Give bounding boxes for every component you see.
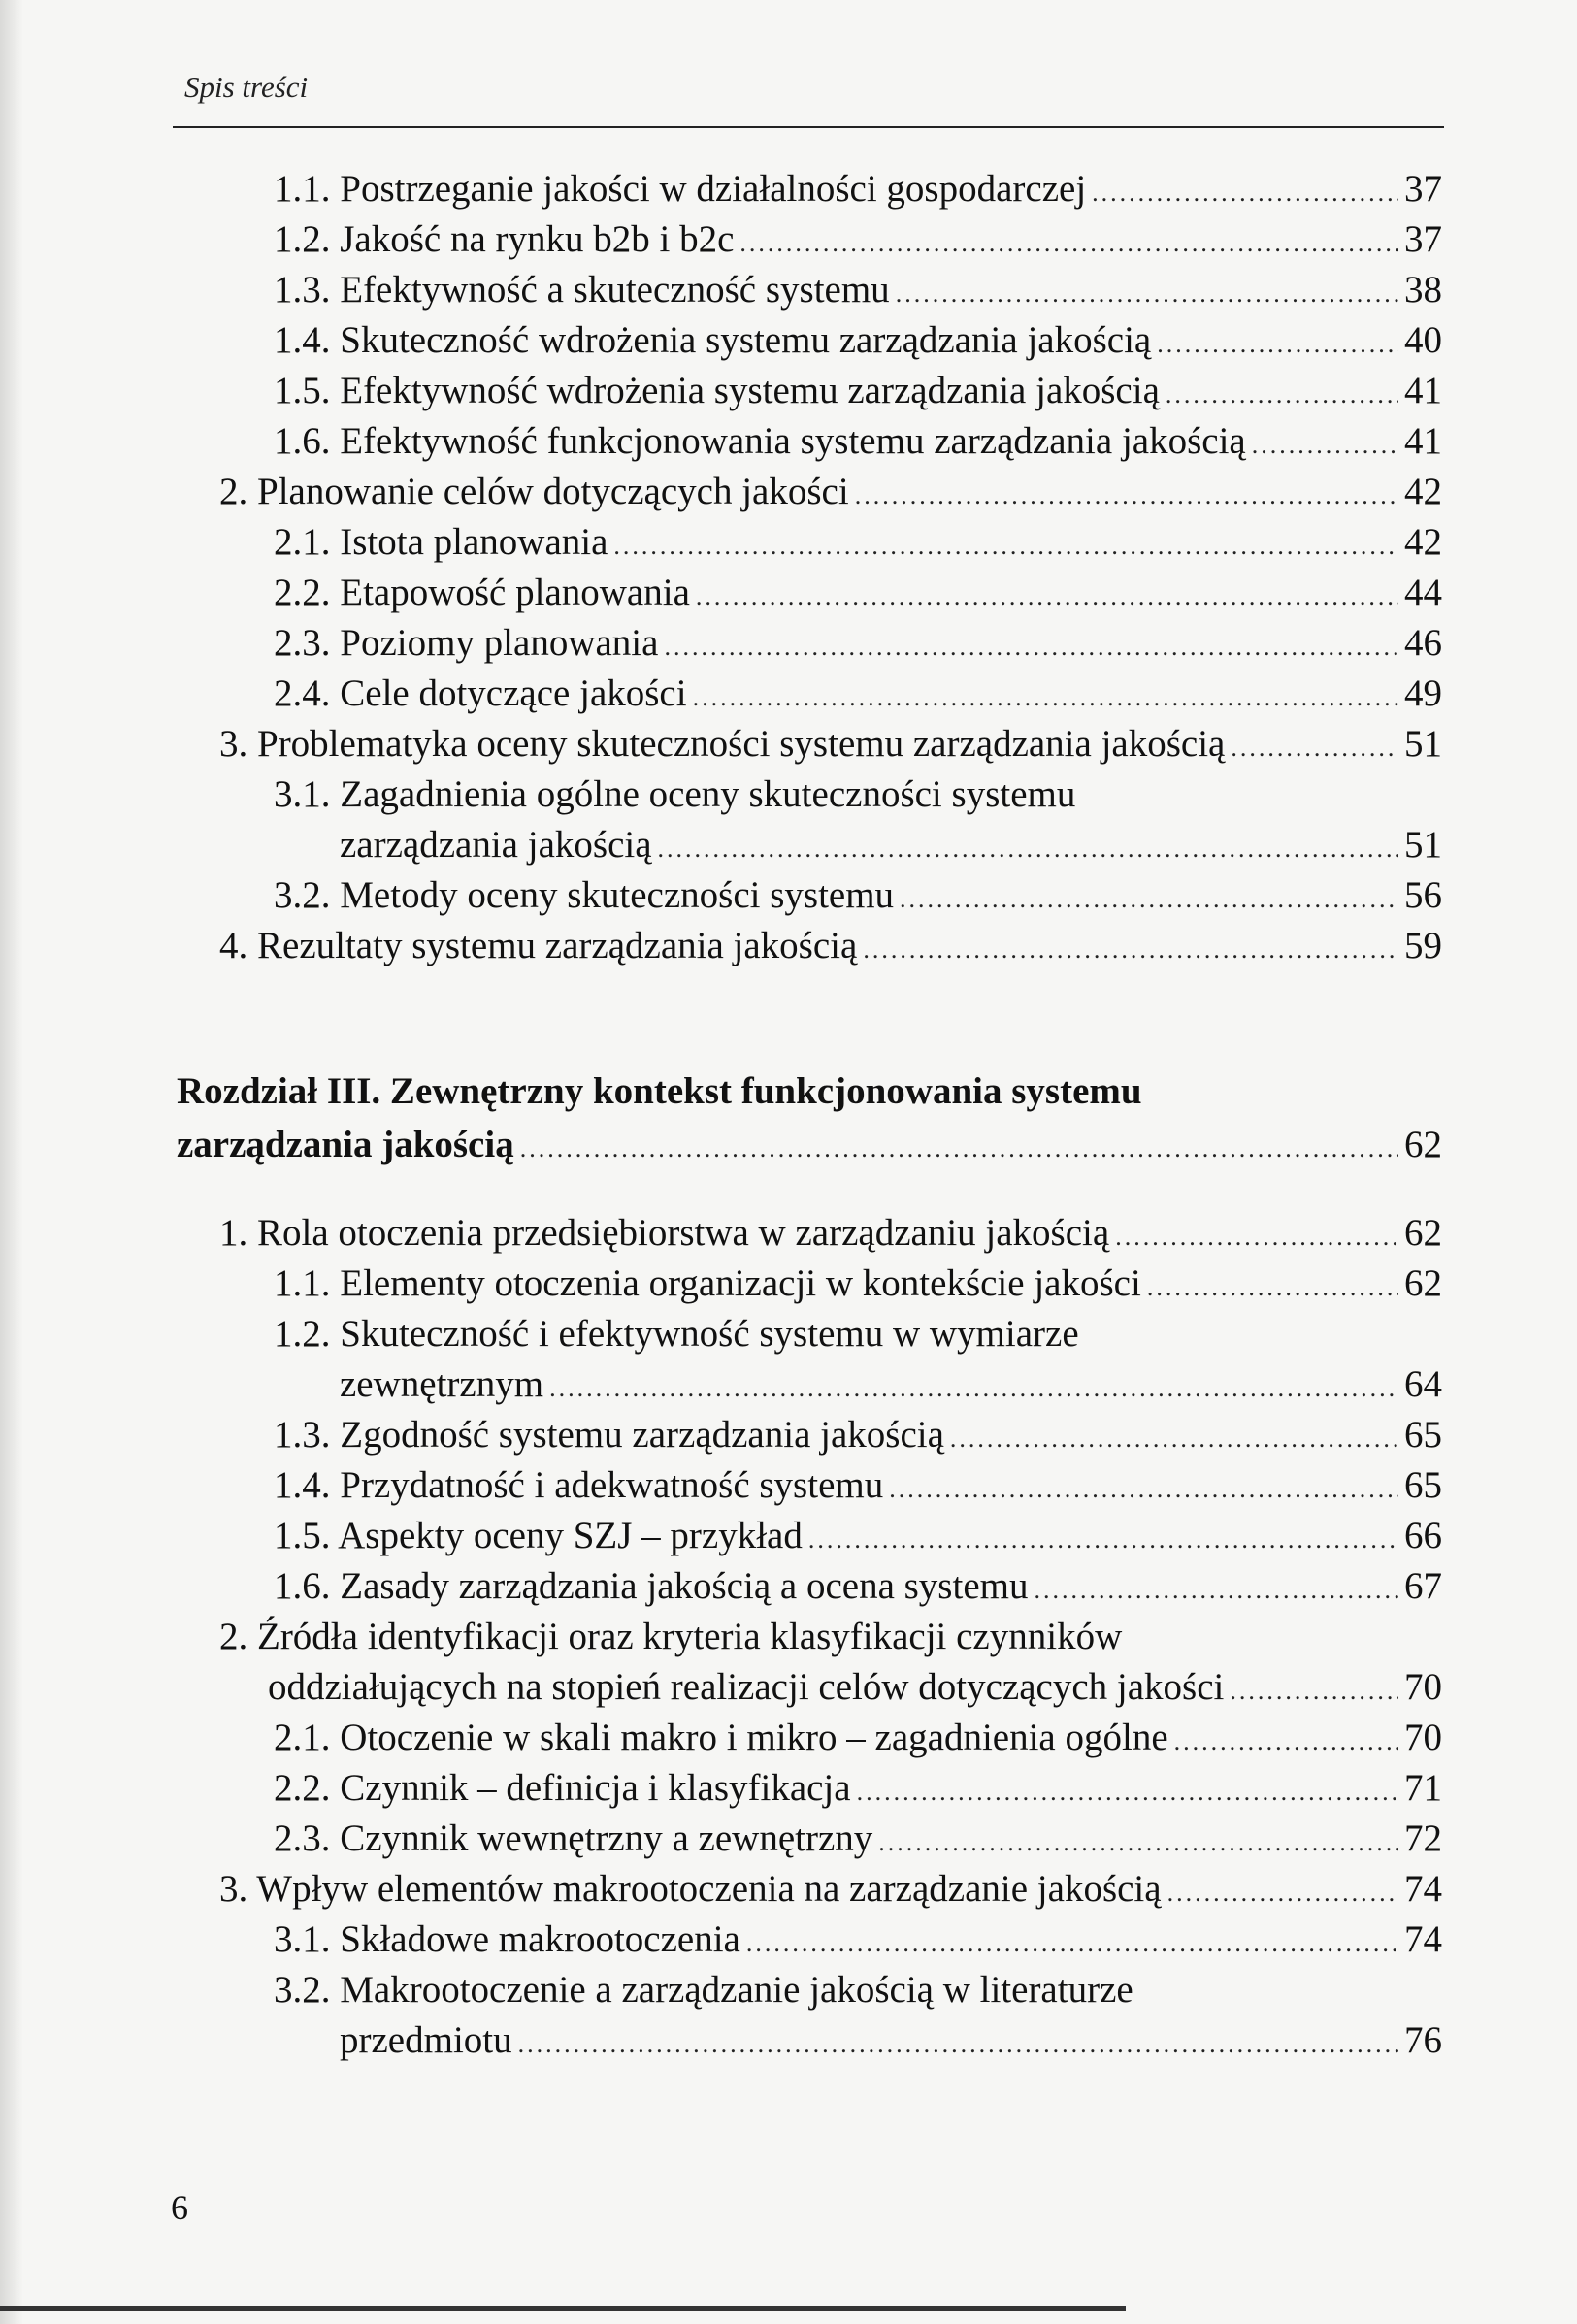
toc-leader-dots bbox=[739, 215, 1398, 268]
toc-leader-dots bbox=[613, 518, 1398, 571]
toc-entry bbox=[0, 1915, 1577, 1964]
toc-entry bbox=[0, 619, 1577, 668]
toc-entry-page: 62 bbox=[1404, 1124, 1442, 1165]
toc-entry-page: 51 bbox=[1404, 824, 1442, 866]
toc-entry bbox=[0, 2016, 1577, 2065]
toc-entry-first-line: 2. Źródła identyfikacji oraz kryteria klasyfikacji czynników bbox=[219, 1616, 1123, 1657]
toc-entry-page: 40 bbox=[1404, 319, 1442, 361]
toc-entry-label: 2.3. Poziomy planowania bbox=[274, 622, 659, 664]
toc-entry-page: 56 bbox=[1404, 874, 1442, 916]
toc-entry-page: 42 bbox=[1404, 471, 1442, 512]
toc-entry-label: oddziałujących na stopień realizacji celów dotyczących jakości bbox=[268, 1666, 1225, 1708]
toc-entry-page: 65 bbox=[1404, 1464, 1442, 1506]
toc-leader-dots bbox=[896, 266, 1398, 318]
toc-entry-label: 1.4. Przydatność i adekwatność systemu bbox=[274, 1464, 884, 1506]
page-number: 6 bbox=[171, 2188, 188, 2227]
toc-entry bbox=[0, 1815, 1577, 1863]
toc-entry-page: 37 bbox=[1404, 168, 1442, 210]
toc-entry-label: przedmiotu bbox=[340, 2019, 512, 2061]
toc-leader-dots bbox=[1230, 1663, 1398, 1716]
toc-entry bbox=[0, 518, 1577, 567]
toc-leader-dots bbox=[808, 1512, 1398, 1564]
toc-entry-label: 2.1. Istota planowania bbox=[274, 521, 608, 563]
toc-entry bbox=[0, 1209, 1577, 1258]
toc-entry bbox=[0, 720, 1577, 769]
toc-leader-dots bbox=[855, 468, 1398, 520]
toc-entry bbox=[0, 1461, 1577, 1510]
toc-entry-page: 46 bbox=[1404, 622, 1442, 664]
toc-entry-page: 37 bbox=[1404, 218, 1442, 260]
toc-entry-page: 41 bbox=[1404, 370, 1442, 411]
toc-entry bbox=[0, 165, 1577, 213]
toc-leader-dots bbox=[1167, 1865, 1398, 1917]
toc-entry-label: 1.1. Elementy otoczenia organizacji w kontekście jakości bbox=[274, 1262, 1141, 1304]
toc-leader-dots bbox=[857, 1764, 1398, 1817]
toc-entry bbox=[0, 1764, 1577, 1813]
toc-leader-dots bbox=[520, 1121, 1398, 1173]
toc-leader-dots bbox=[696, 569, 1398, 621]
toc-entry bbox=[0, 1865, 1577, 1914]
toc-entry-page: 62 bbox=[1404, 1212, 1442, 1254]
toc-entry bbox=[0, 1714, 1577, 1762]
toc-entry-label: 2.3. Czynnik wewnętrzny a zewnętrzny bbox=[274, 1817, 873, 1859]
toc-leader-dots bbox=[1147, 1260, 1398, 1312]
toc-entry-label: 2.2. Czynnik – definicja i klasyfikacja bbox=[274, 1767, 851, 1809]
toc-leader-dots bbox=[889, 1461, 1398, 1514]
toc-entry-label: zarządzania jakością bbox=[340, 824, 652, 866]
toc-entry bbox=[0, 871, 1577, 920]
toc-entry-label: 1.4. Skuteczność wdrożenia systemu zarządzania jakością bbox=[274, 319, 1152, 361]
toc-entry-label: 2.1. Otoczenie w skali makro i mikro – zagadnienia ogólne bbox=[274, 1717, 1168, 1758]
toc-entry-label: 2.2. Etapowość planowania bbox=[274, 572, 690, 613]
toc-entry-label: 1.6. Efektywność funkcjonowania systemu zarządzania jakością bbox=[274, 420, 1246, 462]
toc-leader-dots bbox=[950, 1411, 1398, 1463]
toc-leader-dots bbox=[1034, 1562, 1398, 1615]
toc-entry-label: 1.5. Efektywność wdrożenia systemu zarządzania jakością bbox=[274, 370, 1160, 411]
toc-leader-dots bbox=[1166, 367, 1398, 419]
toc-entry-page: 62 bbox=[1404, 1262, 1442, 1304]
toc-entry-label: 1. Rola otoczenia przedsiębiorstwa w zarządzaniu jakością bbox=[219, 1212, 1110, 1254]
toc-entry-page: 67 bbox=[1404, 1565, 1442, 1607]
toc-entry-first-line: 3.2. Makrootoczenie a zarządzanie jakością w literaturze bbox=[274, 1969, 1133, 2011]
toc-leader-dots bbox=[863, 922, 1398, 974]
toc-leader-dots bbox=[693, 670, 1398, 722]
toc-entry-label: 2.4. Cele dotyczące jakości bbox=[274, 672, 687, 714]
toc-leader-dots bbox=[1231, 720, 1398, 772]
toc-entry-page: 74 bbox=[1404, 1918, 1442, 1960]
toc-entry-label: 3.2. Metody oceny skuteczności systemu bbox=[274, 874, 895, 916]
toc-entry-page: 76 bbox=[1404, 2019, 1442, 2061]
toc-entry-page: 51 bbox=[1404, 723, 1442, 765]
toc-entry bbox=[0, 266, 1577, 314]
chapter-heading-first-line: Rozdział III. Zewnętrzny kontekst funkcjonowania systemu bbox=[177, 1070, 1142, 1112]
running-head: Spis treści bbox=[184, 70, 309, 104]
toc-entry-page: 70 bbox=[1404, 1666, 1442, 1708]
toc-leader-dots bbox=[658, 821, 1398, 873]
toc-entry bbox=[0, 468, 1577, 516]
toc-entry-label: 3.1. Składowe makrootoczenia bbox=[274, 1918, 740, 1960]
toc-entry-page: 41 bbox=[1404, 420, 1442, 462]
toc-entry-page: 44 bbox=[1404, 572, 1442, 613]
toc-entry bbox=[0, 821, 1577, 869]
toc-entry bbox=[0, 316, 1577, 365]
toc-entry bbox=[0, 569, 1577, 617]
toc-entry-label: 3. Wpływ elementów makrootoczenia na zarządzanie jakością bbox=[219, 1868, 1162, 1910]
toc-entry-label: 1.1. Postrzeganie jakości w działalności gospodarczej bbox=[274, 168, 1087, 210]
toc-entry-label: 2. Planowanie celów dotyczących jakości bbox=[219, 471, 849, 512]
toc-entry-page: 65 bbox=[1404, 1414, 1442, 1456]
toc-leader-dots bbox=[1174, 1714, 1398, 1766]
toc-entry-page: 72 bbox=[1404, 1817, 1442, 1859]
toc-entry-label: 1.6. Zasady zarządzania jakością a ocena systemu bbox=[274, 1565, 1029, 1607]
toc-entry bbox=[0, 1512, 1577, 1560]
toc-entry-label: zewnętrznym bbox=[340, 1363, 544, 1405]
toc-entry bbox=[0, 1260, 1577, 1308]
toc-entry-page: 71 bbox=[1404, 1767, 1442, 1809]
toc-entry bbox=[0, 215, 1577, 264]
toc-entry-page: 64 bbox=[1404, 1363, 1442, 1405]
toc-entry bbox=[0, 1411, 1577, 1459]
toc-entry-label: 3. Problematyka oceny skuteczności systemu zarządzania jakością bbox=[219, 723, 1226, 765]
toc-leader-dots bbox=[549, 1360, 1398, 1413]
page-bottom-edge bbox=[0, 2306, 1126, 2311]
toc-leader-dots bbox=[878, 1815, 1398, 1867]
toc-entry bbox=[0, 367, 1577, 415]
toc-entry bbox=[0, 417, 1577, 466]
toc-entry-page: 49 bbox=[1404, 672, 1442, 714]
toc-leader-dots bbox=[900, 871, 1398, 924]
toc-entry-label: 1.5. Aspekty oceny SZJ – przykład bbox=[274, 1515, 803, 1556]
chapter-heading bbox=[0, 1121, 1577, 1169]
toc-entry-label: 4. Rezultaty systemu zarządzania jakością bbox=[219, 925, 858, 966]
toc-leader-dots bbox=[664, 619, 1398, 671]
toc-entry bbox=[0, 1562, 1577, 1611]
toc-entry-page: 59 bbox=[1404, 925, 1442, 966]
toc-entry-page: 70 bbox=[1404, 1717, 1442, 1758]
toc-entry bbox=[0, 670, 1577, 718]
header-rule bbox=[173, 126, 1444, 128]
toc-entry-label: zarządzania jakością bbox=[177, 1124, 514, 1165]
toc-entry-label: 1.2. Jakość na rynku b2b i b2c bbox=[274, 218, 735, 260]
toc-entry-first-line: 1.2. Skuteczność i efektywność systemu w wymiarze bbox=[274, 1313, 1079, 1355]
toc-leader-dots bbox=[1092, 165, 1398, 217]
toc-entry-page: 38 bbox=[1404, 269, 1442, 311]
toc-leader-dots bbox=[518, 2016, 1398, 2069]
toc-leader-dots bbox=[1252, 417, 1398, 470]
toc-entry bbox=[0, 922, 1577, 970]
toc-leader-dots bbox=[1115, 1209, 1398, 1261]
toc-entry bbox=[0, 1663, 1577, 1712]
toc-leader-dots bbox=[1157, 316, 1398, 369]
toc-entry-page: 74 bbox=[1404, 1868, 1442, 1910]
toc-entry-page: 42 bbox=[1404, 521, 1442, 563]
toc-entry-first-line: 3.1. Zagadnienia ogólne oceny skuteczności systemu bbox=[274, 773, 1076, 815]
toc-entry-label: 1.3. Zgodność systemu zarządzania jakością bbox=[274, 1414, 944, 1456]
toc-entry-page: 66 bbox=[1404, 1515, 1442, 1556]
toc-entry bbox=[0, 1360, 1577, 1409]
toc-entry-label: 1.3. Efektywność a skuteczność systemu bbox=[274, 269, 890, 311]
toc-leader-dots bbox=[746, 1915, 1398, 1968]
